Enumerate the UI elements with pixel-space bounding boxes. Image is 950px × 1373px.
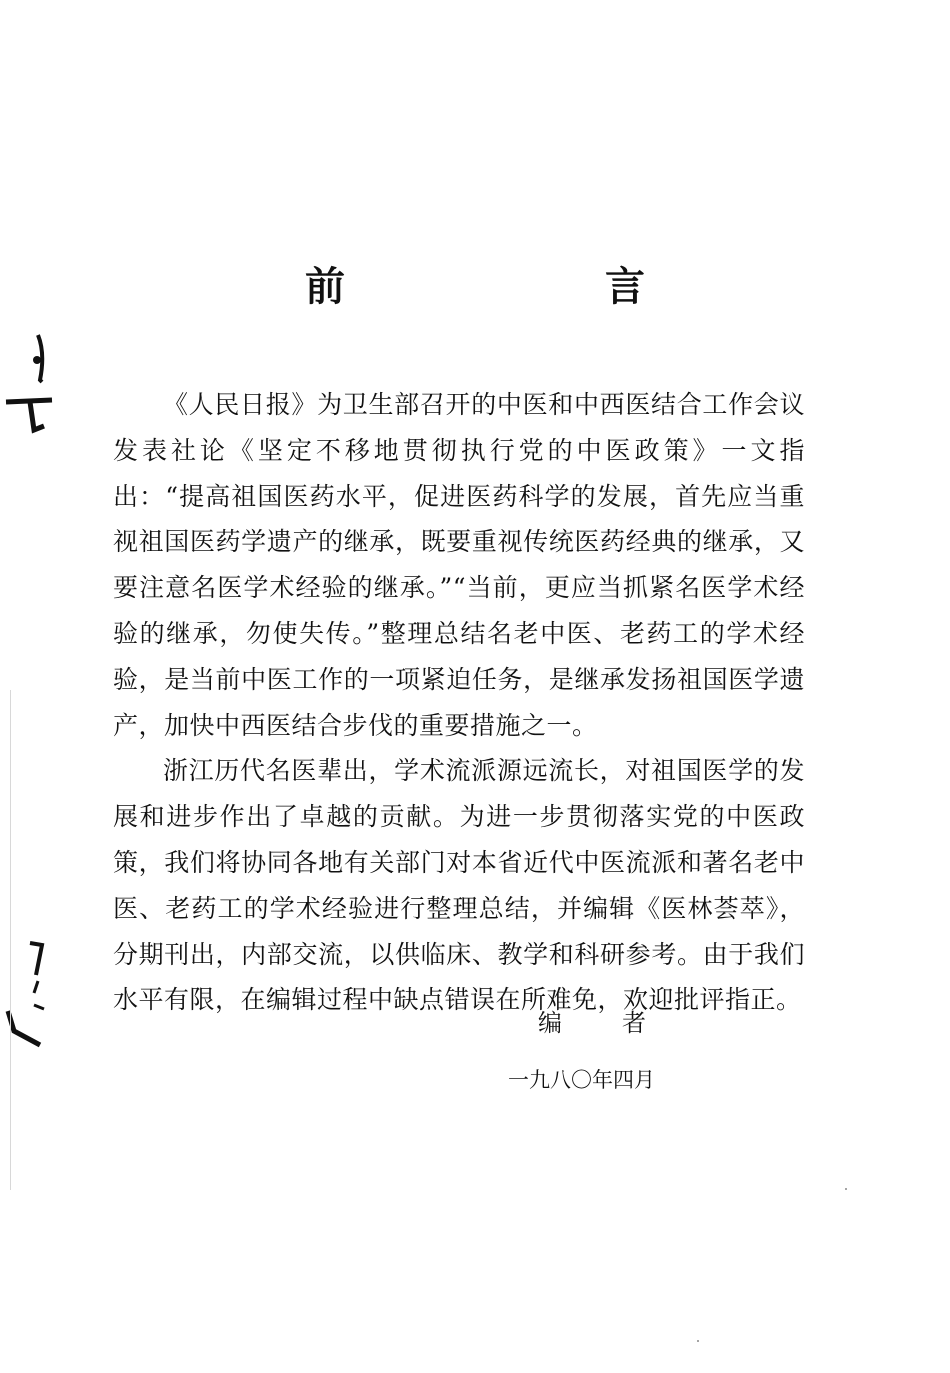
date-line: 一九八〇年四月 xyxy=(508,1068,655,1092)
binding-mark-bottom-icon xyxy=(0,935,60,1055)
scan-speck xyxy=(697,1340,699,1342)
page-title: 前 言 xyxy=(305,263,755,310)
paragraph-1: 《人民日报》为卫生部召开的中医和中西医结合工作会议发表社论《坚定不移地贯彻执行党的中医政策》一文指出：“提高祖国医药水平，促进医药科学的发展，首先应当重视祖国医药学遗产的继承，既要重视传统医药经典的继承，又要注意名医学术经验的继承。”“当前，更应当抓紧名医学术经验的继承，勿使失传。”整理总结名老中医、老药工的学术经验，是当前中医工作的一项紧迫任务，是继承发扬祖国医学遗产，加快中西医结合步伐的重要措施之一。 xyxy=(113,390,805,740)
signature: 编者 xyxy=(538,1009,706,1037)
scan-speck xyxy=(845,1188,847,1190)
page-edge-line xyxy=(10,690,11,1190)
binding-mark-top-icon xyxy=(0,330,60,440)
paragraph-2: 浙江历代名医辈出，学术流派源远流长，对祖国医学的发展和进步作出了卓越的贡献。为进一步贯彻落实党的中医政策，我们将协同各地有关部门对本省近代中医流派和著名老中医、老药工的学术经验进行整理总结，并编辑《医林荟萃》，分期刊出，内部交流，以供临床、教学和科研参考。由于我们水平有限，在编辑过程中缺点错误在所难免，欢迎批评指正。 xyxy=(113,756,805,1015)
preface-body xyxy=(113,382,805,1023)
